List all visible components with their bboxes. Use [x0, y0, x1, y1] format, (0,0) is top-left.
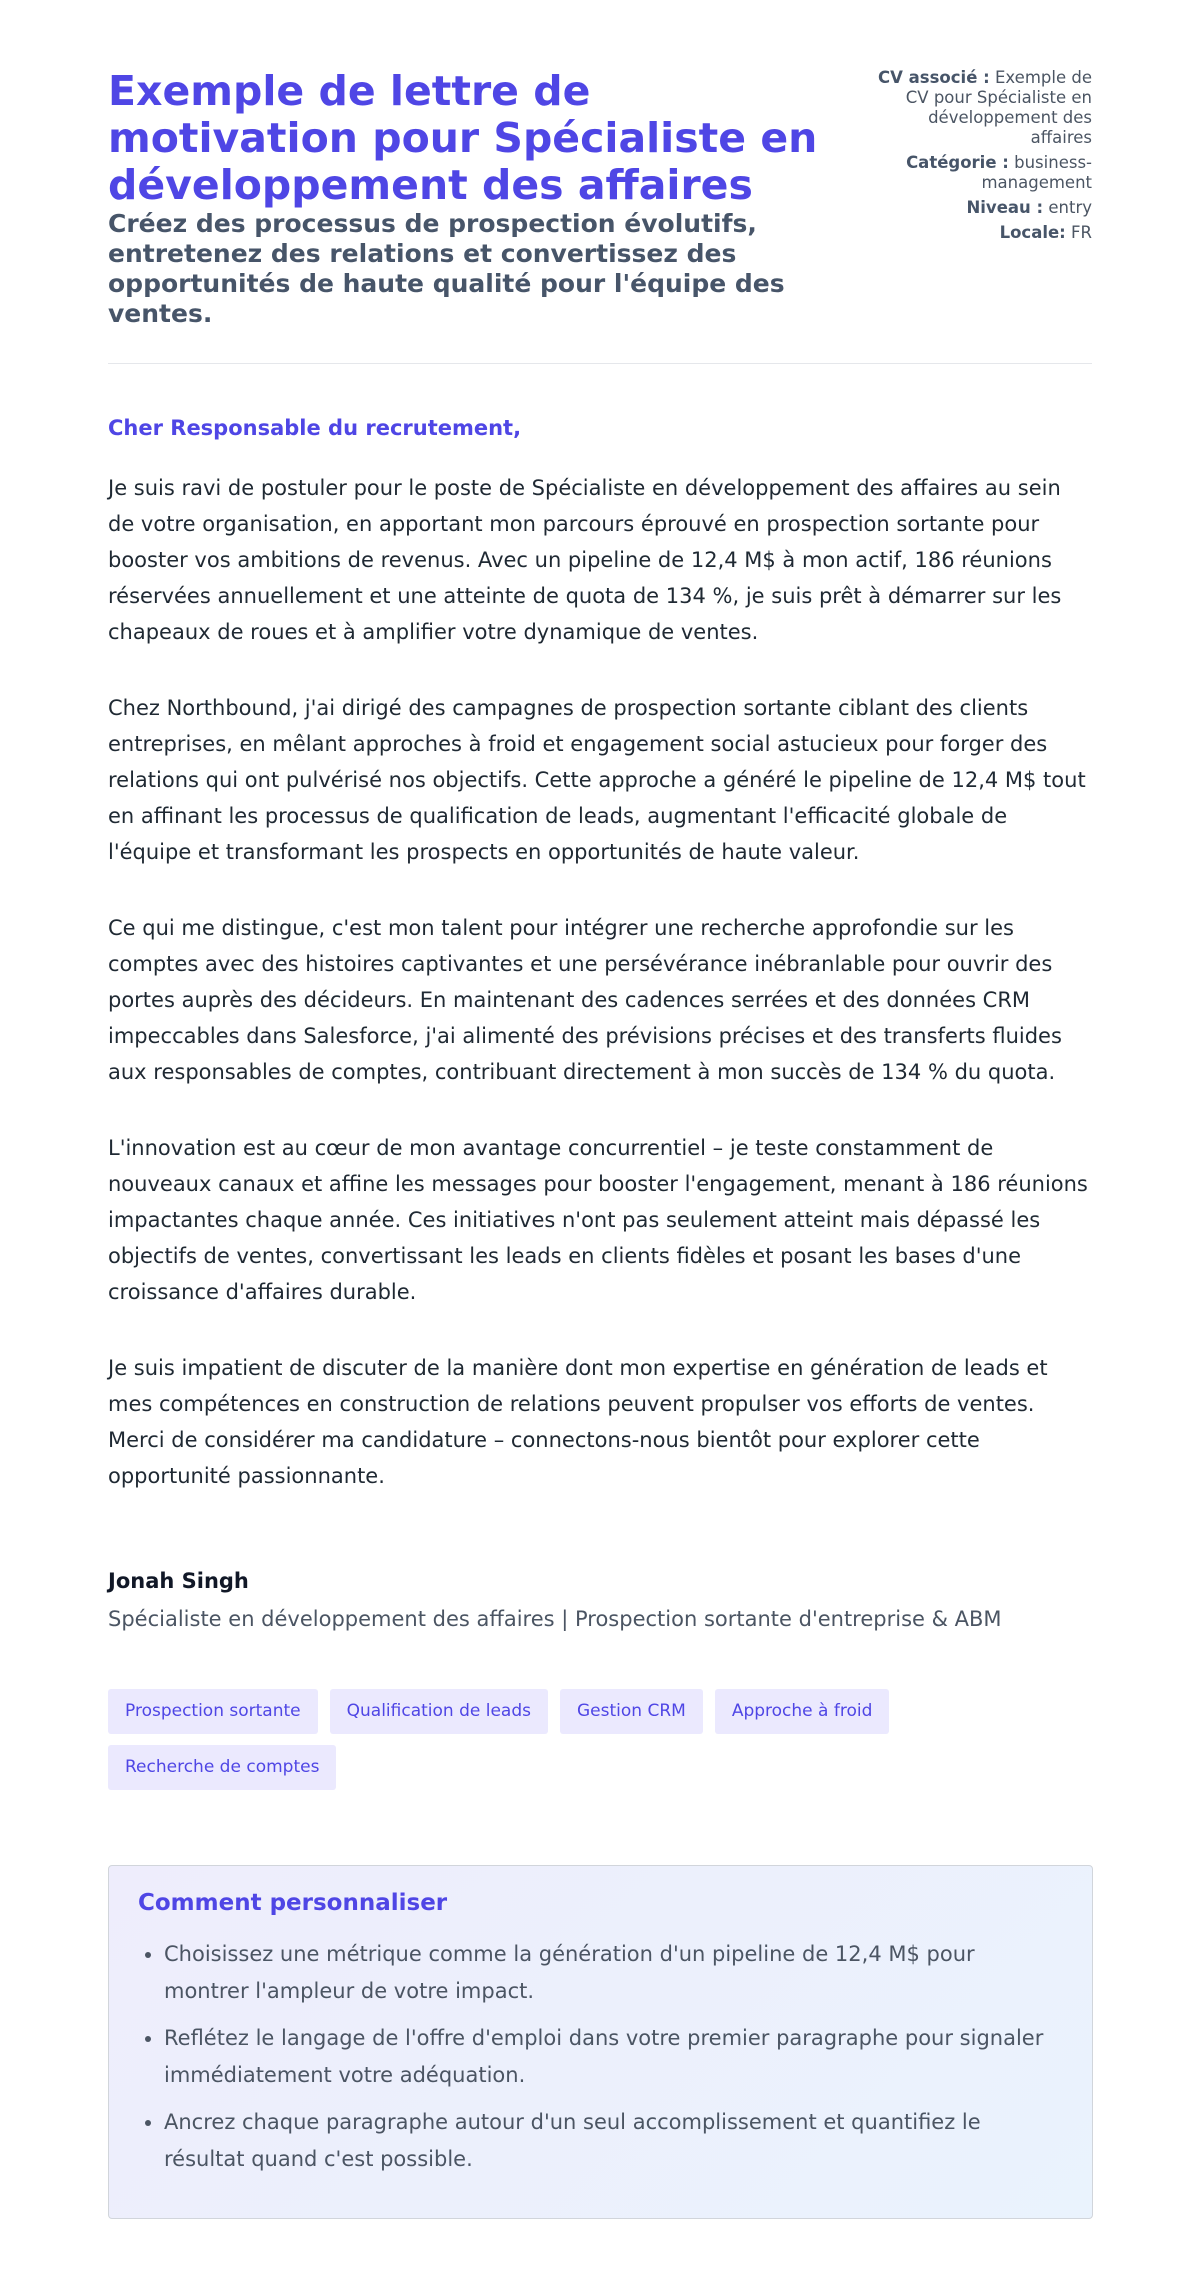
customization-tips-box [108, 1865, 1093, 2219]
meta-category-value: business-management [981, 153, 1092, 192]
meta-level-label: Niveau : [966, 198, 1044, 217]
letter-paragraph: Je suis impatient de discuter de la manière dont mon expertise en génération de leads et mes compétences en construction de relations peuvent propulser vos efforts de ventes. Merci de considérer ma candidature – connectons-nous bientôt pour explorer cette opportunité passionnante. [108, 1356, 1048, 1488]
page-title: Exemple de lettre de motivation pour Spécialiste en développement des affaires [108, 67, 818, 209]
letter-paragraph: Ce qui me distingue, c'est mon talent pour intégrer une recherche approfondie sur les comptes avec des histoires captivantes et une persévérance inébranlable pour ouvrir des portes auprès des décideurs. En maintenant des cadences serrées et des données CRM impeccables dans Salesforce, j'ai alimenté des prévisions précises et des transferts fluides aux responsables de comptes, contribuant directement à mon succès de 134 % du quota. [108, 916, 1062, 1084]
skill-tags [108, 1689, 968, 1790]
letter-paragraph: Je suis ravi de postuler pour le poste de Spécialiste en développement des affaires au sein de votre organisation, en apportant mon parcours éprouvé en prospection sortante pour booster vos ambitions de revenus. Avec un pipeline de 12,4 M$ à mon actif, 186 réunions réservées annuellement et une atteinte de quota de 134 %, je suis prêt à démarrer sur les chapeaux de roues et à amplifier votre dynamique de ventes. [108, 476, 1062, 644]
skill-tag: Qualification de leads [330, 1689, 548, 1734]
meta-locale [872, 223, 1092, 243]
letter-greeting: Cher Responsable du recrutement, [108, 416, 522, 440]
skill-tag: Approche à froid [715, 1689, 890, 1734]
letter-paragraph: L'innovation est au cœur de mon avantage concurrentiel – je teste constamment de nouveaux canaux et affine les messages pour booster l'engagement, menant à 186 réunions impactantes chaque année. Ces initiatives n'ont pas seulement atteint mais dépassé les objectifs de ventes, convertissant les leads en clients fidèles et posant les bases d'une croissance d'affaires durable. [108, 1136, 1088, 1304]
title-block [108, 68, 838, 329]
meta-locale-label: Locale: [999, 223, 1066, 242]
meta-locale-value: FR [1071, 223, 1092, 242]
skill-tag: Prospection sortante [108, 1689, 318, 1734]
tips-title: Comment personnaliser [138, 1890, 448, 1916]
meta-cv [872, 68, 1092, 148]
signature-name: Jonah Singh [108, 1569, 249, 1593]
letter-body [108, 470, 1092, 1494]
meta-category [872, 153, 1092, 193]
page-header [108, 68, 1092, 364]
page-subtitle: Créez des processus de prospection évolutifs, entretenez des relations et convertissez des opportunités de haute qualité pour l'équipe des ventes. [108, 209, 785, 328]
signature-title: Spécialiste en développement des affaires | Prospection sortante d'entreprise & ABM [108, 1607, 1002, 1631]
tip-item: • Choisissez une métrique comme la génération d'un pipeline de 12,4 M$ pour montrer l'ampleur de votre impact. [164, 1936, 1063, 2010]
tips-list [138, 1936, 1063, 2178]
letter-paragraph: Chez Northbound, j'ai dirigé des campagnes de prospection sortante ciblant des clients entreprises, en mêlant approches à froid et engagement social astucieux pour forger des relations qui ont pulvérisé nos objectifs. Cette approche a généré le pipeline de 12,4 M$ tout en affinant les processus de qualification de leads, augmentant l'efficacité globale de l'équipe et transformant les prospects en opportunités de haute valeur. [108, 696, 1086, 864]
meta-category-label: Catégorie : [906, 153, 1009, 172]
tip-item: • Ancrez chaque paragraphe autour d'un seul accomplissement et quantifiez le résultat quand c'est possible. [164, 2104, 1063, 2178]
meta-cv-value: Exemple de CV pour Spécialiste en développement des affaires [905, 68, 1092, 147]
meta-panel [872, 68, 1092, 248]
tip-item: • Reflétez le langage de l'offre d'emploi dans votre premier paragraphe pour signaler immédiatement votre adéquation. [164, 2020, 1063, 2094]
meta-cv-label: CV associé : [878, 68, 990, 87]
skill-tag: Recherche de comptes [108, 1745, 336, 1790]
skill-tag: Gestion CRM [560, 1689, 703, 1734]
meta-level-value: entry [1048, 198, 1092, 217]
meta-level [872, 198, 1092, 218]
